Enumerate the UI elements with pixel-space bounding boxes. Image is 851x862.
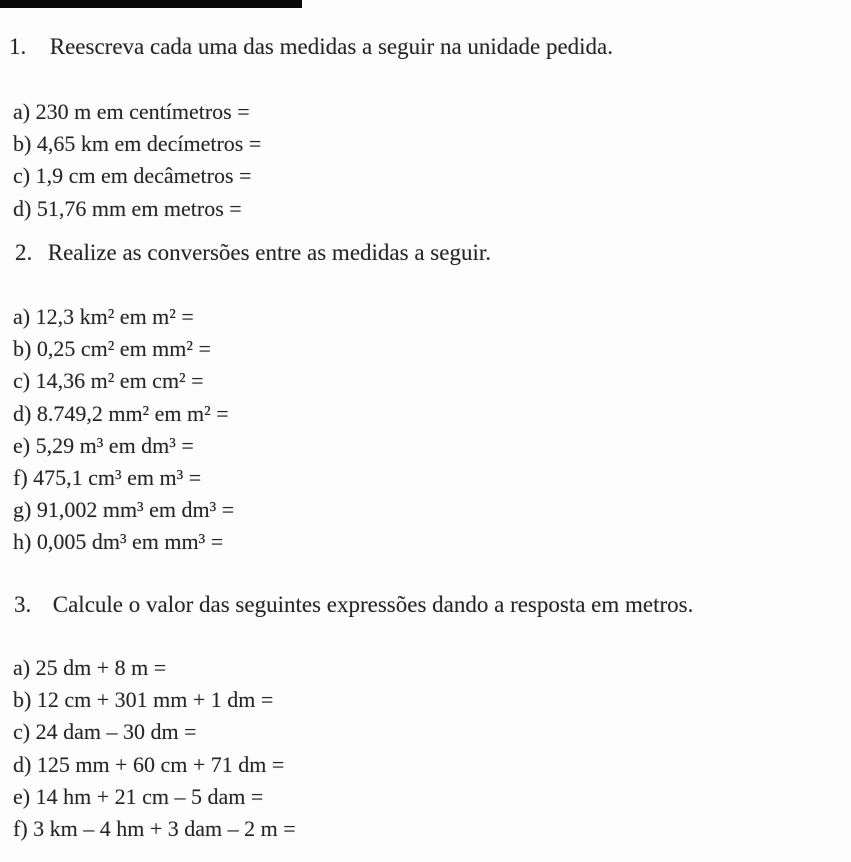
exercise-item-2d: d) 8.749,2 mm² em m² = [13, 400, 229, 426]
question-1-number: 1. [9, 34, 27, 59]
question-3-items [13, 652, 296, 845]
question-1-heading [9, 31, 613, 63]
exercise-item-1b: b) 4,65 km em decímetros = [13, 131, 262, 157]
exercise-item-2h: h) 0,005 dm³ em mm³ = [13, 529, 224, 555]
exercise-item-2b: b) 0,25 cm² em mm² = [13, 336, 211, 362]
question-2-items [13, 301, 234, 559]
question-1-title: Reescreva cada uma das medidas a seguir na unidade pedida. [49, 34, 614, 59]
exercise-item-3e: e) 14 hm + 21 cm – 5 dam = [13, 783, 264, 809]
question-1-items [13, 96, 261, 225]
question-3-number: 3. [14, 592, 32, 617]
exercise-item-3c: c) 24 dam – 30 dm = [13, 719, 197, 745]
exercise-item-3a: a) 25 dm + 8 m = [13, 655, 167, 680]
exercise-item-2a: a) 12,3 km² em m² = [13, 304, 194, 329]
exercise-item-2e: e) 5,29 m³ em dm³ = [13, 432, 194, 458]
exercise-item-1d: d) 51,76 mm em metros = [13, 195, 242, 221]
exercise-item-3f: f) 3 km – 4 hm + 3 dam – 2 m = [13, 816, 296, 842]
exercise-item-1c: c) 1,9 cm em decâmetros = [13, 163, 252, 189]
exercise-item-3d: d) 125 mm + 60 cm + 71 dm = [13, 751, 285, 777]
exercise-item-2f: f) 475,1 cm³ em m³ = [13, 465, 202, 491]
redacted-header-bar [0, 0, 302, 8]
question-2-heading [15, 237, 491, 269]
question-2-number: 2. [15, 240, 33, 265]
exercise-item-2c: c) 14,36 m² em cm² = [13, 368, 204, 394]
question-2-title: Realize as conversões entre as medidas a seguir. [47, 240, 491, 265]
exercise-item-3b: b) 12 cm + 301 mm + 1 dm = [13, 687, 274, 713]
exercise-item-1a: a) 230 m em centímetros = [13, 99, 250, 124]
question-3-heading [14, 589, 693, 621]
question-3-title: Calcule o valor das seguintes expressões dando a resposta em metros. [52, 592, 694, 617]
exercise-item-2g: g) 91,002 mm³ em dm³ = [13, 497, 235, 523]
